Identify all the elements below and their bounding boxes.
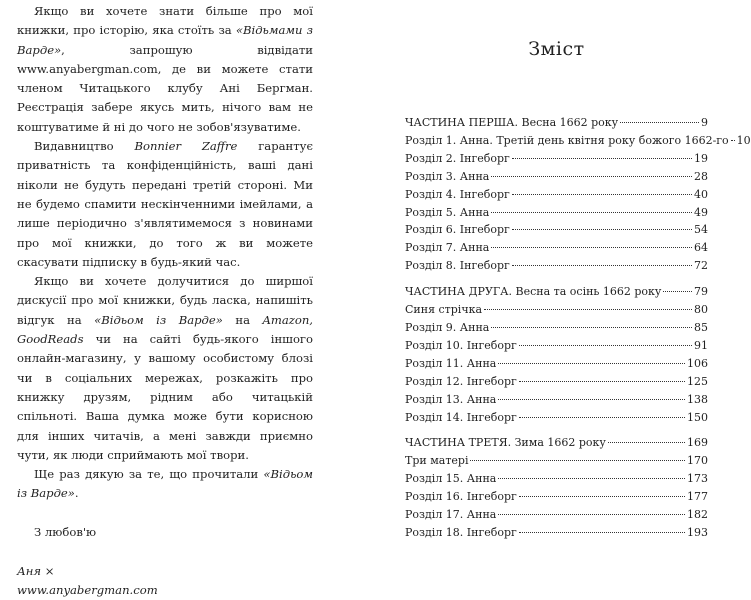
toc-entry: [405, 337, 708, 355]
toc-leader-dots: [519, 496, 685, 497]
toc-entry: [405, 391, 708, 409]
toc-entry-label: Розділ 12. Інгеборг: [405, 374, 517, 388]
toc-leader-dots: [470, 460, 685, 461]
toc-entry-label: Розділ 9. Анна: [405, 320, 490, 334]
toc-leader-dots: [498, 399, 685, 400]
paragraph-2: Видавництво Bonnier Zaffre гарантує приватність та конфіденційність, ваші дані ніколи не будуть передані третій стороні. Ми не будемо спамити нескінченними імейлами, а лише періодично з'являтимемося з новинами про мої книжки, до того ж ви можете скасувати підписку в будь-який час.: [17, 139, 313, 269]
toc-entry-label: Розділ 18. Інгеборг: [405, 525, 517, 539]
toc-entry-label: Розділ 2. Інгеборг: [405, 151, 510, 165]
toc-leader-dots: [663, 291, 692, 292]
toc-section-gap: [405, 426, 708, 434]
toc-leader-dots: [519, 381, 685, 382]
toc-entry: [405, 132, 751, 150]
toc-entry: [405, 283, 708, 301]
toc-entry-page: 10: [736, 133, 751, 147]
toc-entry-label: Розділ 17. Анна: [405, 508, 497, 522]
toc-entry: [405, 355, 708, 373]
signature-name: Аня ×: [17, 563, 55, 578]
toc-entry-label: Розділ 3. Анна: [405, 169, 490, 183]
toc-entry-label: Розділ 8. Інгеборг: [405, 259, 510, 273]
toc-leader-dots: [491, 176, 692, 177]
toc-entry-label: Розділ 14. Інгеборг: [405, 410, 517, 424]
toc-entry-label: Розділ 5. Анна: [405, 205, 490, 219]
toc-leader-dots: [512, 229, 692, 230]
toc-entry-page: 169: [687, 436, 708, 450]
toc-leader-dots: [491, 247, 692, 248]
toc-entry: [405, 239, 708, 257]
table-of-contents: [405, 114, 751, 542]
toc-entry-page: 79: [694, 285, 708, 299]
toc-entry-page: 193: [687, 525, 708, 539]
closing-line: З любов'ю: [34, 525, 97, 540]
toc-entry-label: ЧАСТИНА ДРУГА. Весна та осінь 1662 року: [405, 285, 662, 299]
toc-entry-label: Розділ 16. Інгеборг: [405, 490, 517, 504]
toc-entry: [405, 488, 708, 506]
toc-leader-dots: [512, 265, 692, 266]
toc-leader-dots: [519, 532, 685, 533]
toc-entry-page: 64: [694, 241, 708, 255]
toc-entry-page: 72: [694, 259, 708, 273]
paragraph-3: Якщо ви хочете долучитися до ширшої дискусії про мої книжки, будь ласка, напишіть відгук на «Відьом із Варде» на Amazon, GoodReads чи на сайті будь-якого іншого онлайн-магазину, у вашому особистому блозі чи в соціальних мережах, розкажіть про книжку друзям, рідним або читацькій спільноті. Ваша думка може бути корисною для інших читачів, а мені завжди приємно чути, як люди сприймають мої твори.: [17, 274, 313, 462]
toc-section-gap: [405, 275, 708, 283]
toc-entry-label: Розділ 7. Анна: [405, 241, 490, 255]
toc-entry-page: 150: [687, 410, 708, 424]
toc-entry-page: 19: [694, 151, 708, 165]
toc-entry: [405, 221, 708, 239]
toc-leader-dots: [519, 417, 685, 418]
toc-entry: [405, 434, 708, 452]
toc-entry-label: Розділ 1. Анна. Третій день квітня року божого 1662-го: [405, 133, 729, 147]
toc-entry: [405, 319, 708, 337]
toc-title: Зміст: [528, 38, 585, 60]
toc-entry-page: 106: [687, 356, 708, 370]
toc-entry-label: Розділ 4. Інгеборг: [405, 187, 510, 201]
toc-leader-dots: [498, 478, 685, 479]
toc-entry-page: 54: [694, 223, 708, 237]
toc-entry: [405, 150, 708, 168]
toc-entry-label: Три матері: [405, 454, 469, 468]
toc-leader-dots: [519, 345, 692, 346]
toc-leader-dots: [620, 122, 699, 123]
toc-entry-page: 182: [687, 508, 708, 522]
toc-entry-label: Синя стрічка: [405, 303, 483, 317]
toc-entry: [405, 114, 708, 132]
toc-entry-page: 28: [694, 169, 708, 183]
toc-entry: [405, 186, 708, 204]
toc-entry-page: 85: [694, 320, 708, 334]
toc-entry: [405, 470, 708, 488]
toc-entry-label: Розділ 10. Інгеборг: [405, 338, 517, 352]
toc-entry-label: Розділ 6. Інгеборг: [405, 223, 510, 237]
toc-entry-label: ЧАСТИНА ПЕРША. Весна 1662 року: [405, 116, 619, 129]
toc-entry: [405, 204, 708, 222]
toc-leader-dots: [512, 158, 692, 159]
toc-entry: [405, 257, 708, 275]
toc-entry-page: 40: [694, 187, 708, 201]
toc-entry: [405, 409, 708, 427]
paragraph-1: Якщо ви хочете знати більше про мої книжки, про історію, яка стоїть за «Відьмами з Варде», запрошую відвідати www.anyabergman.com, де ви можете стати членом Читацького клубу Ані Бергман. Реєстрація забере якусь мить, нічого вам не коштуватиме й ні до чого не зобов'язуватиме.: [17, 4, 313, 134]
toc-entry-page: 177: [687, 490, 708, 504]
signature-url: www.anyabergman.com: [17, 582, 158, 597]
left-page: [17, 2, 313, 600]
toc-leader-dots: [498, 514, 685, 515]
toc-leader-dots: [498, 363, 685, 364]
toc-entry-page: 9: [701, 116, 708, 129]
toc-leader-dots: [512, 194, 692, 195]
toc-entry-page: 138: [687, 392, 708, 406]
toc-entry-label: ЧАСТИНА ТРЕТЯ. Зима 1662 року: [405, 436, 606, 450]
toc-entry: [405, 524, 708, 542]
toc-entry: [405, 168, 708, 186]
toc-entry: [405, 373, 708, 391]
toc-entry-label: Розділ 11. Анна: [405, 356, 497, 370]
toc-entry: [405, 506, 708, 524]
toc-entry-label: Розділ 13. Анна: [405, 392, 497, 406]
toc-entry: [405, 301, 708, 319]
toc-entry-page: 80: [694, 303, 708, 317]
toc-entry-page: 91: [694, 338, 708, 352]
toc-entry-label: Розділ 15. Анна: [405, 472, 497, 486]
toc-entry: [405, 452, 708, 470]
toc-leader-dots: [608, 442, 685, 443]
toc-entry-page: 170: [687, 454, 708, 468]
toc-entry-page: 125: [687, 374, 708, 388]
paragraph-4: Ще раз дякую за те, що прочитали «Відьом із Варде».: [17, 467, 313, 501]
toc-entry-page: 49: [694, 205, 708, 219]
toc-entry-page: 173: [687, 472, 708, 486]
toc-leader-dots: [731, 140, 735, 141]
toc-leader-dots: [484, 309, 692, 310]
toc-leader-dots: [491, 327, 692, 328]
toc-leader-dots: [491, 212, 692, 213]
